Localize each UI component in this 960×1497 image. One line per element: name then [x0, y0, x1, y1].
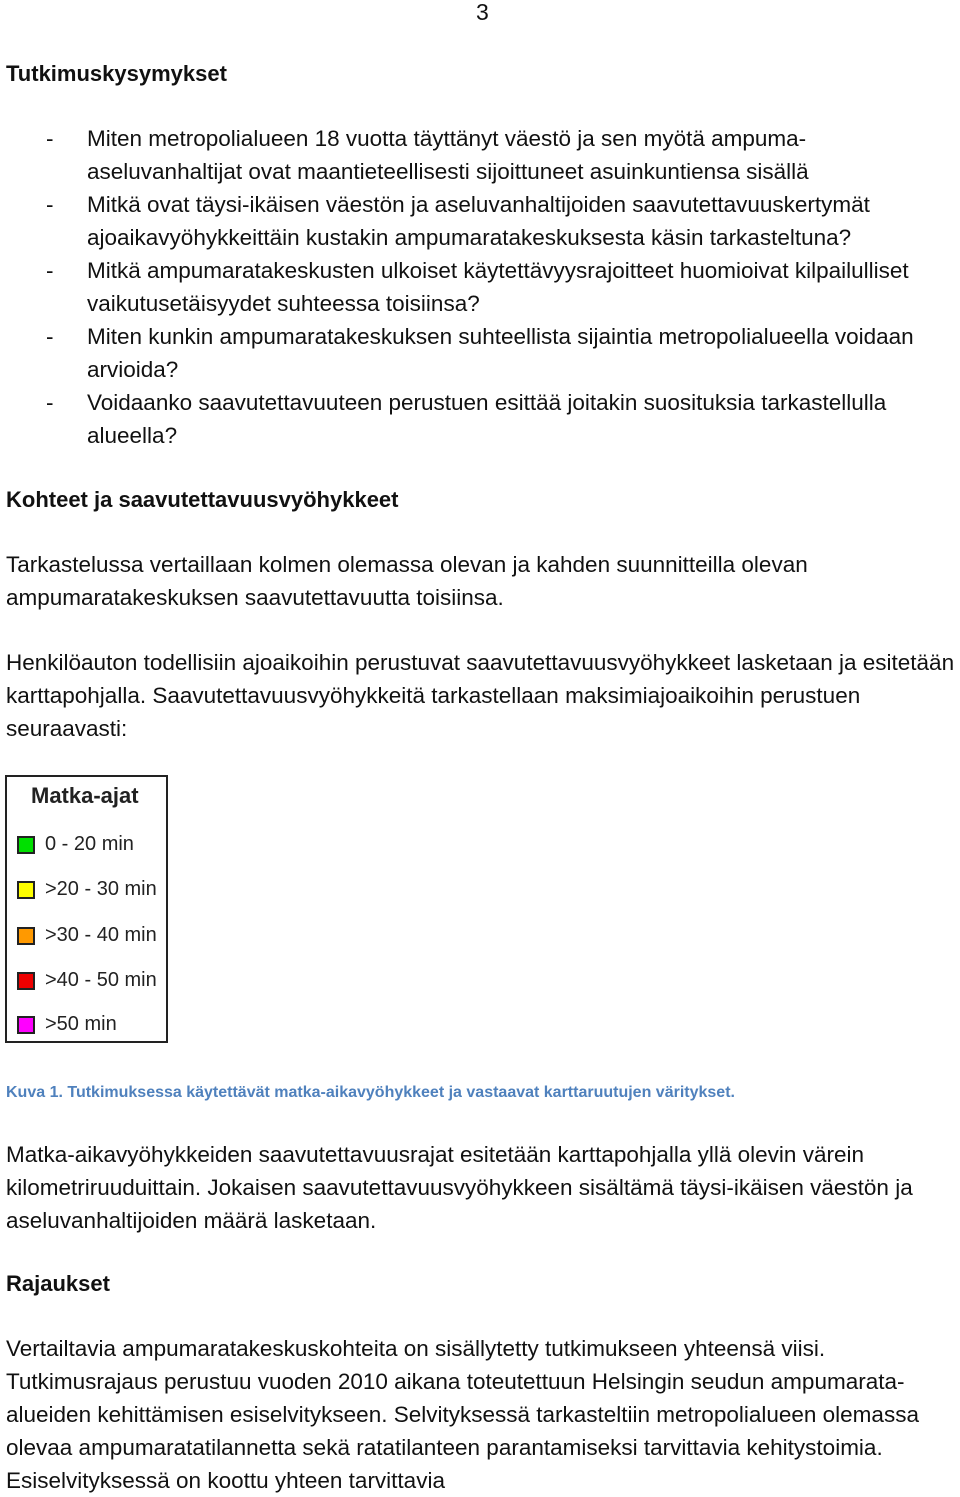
- heading-research-questions: Tutkimuskysymykset: [6, 61, 227, 86]
- page-number: 3: [476, 0, 489, 25]
- legend-item: [17, 969, 167, 995]
- paragraph-zones: Henkilöauton todellisiin ajoaikoihin perustuvat saavutettavuusvyöhykkeet lasketaan ja esitetään karttapohjalla. Saavutettavuusvyöhykkeitä tarkastellaan maksimiajoaikoihin perustuen seuraavasti:: [6, 650, 955, 741]
- list-item: - Mitkä ampumaratakeskusten ulkoiset käytettävyysrajoitteet huomioivat kilpailulliset vaikutusetäisyydet suhteessa toisiinsa?: [0, 254, 957, 320]
- legend-label: >50 min: [45, 1013, 117, 1035]
- paragraph-zone-limits: Matka-aikavyöhykkeiden saavutettavuusrajat esitetään karttapohjalla yllä olevin värein kilometriruuduittain. Jokaisen saavutettavuusvyöhykkeen sisältämä täysi-ikäisen väestön ja aseluvanhaltijoiden määrä lasketaan.: [6, 1142, 913, 1233]
- legend-label: >30 - 40 min: [45, 924, 157, 946]
- color-swatch: [17, 881, 35, 899]
- travel-time-legend: [5, 775, 168, 1043]
- legend-item: [17, 924, 167, 950]
- legend-label: 0 - 20 min: [45, 833, 134, 855]
- list-item: - Mitkä ovat täysi-ikäisen väestön ja aseluvanhaltijoiden saavutettavuuskertymät ajoaikavyöhykkeittäin kustakin ampumaratakeskuksesta käsin tarkasteltuna?: [0, 188, 957, 254]
- legend-label: >20 - 30 min: [45, 878, 157, 900]
- heading-limitations: Rajaukset: [6, 1271, 110, 1296]
- list-item: - Miten metropolialueen 18 vuotta täyttänyt väestö ja sen myötä ampuma-aseluvanhaltijat ovat maantieteellisesti sijoittuneet asuinkuntiensa sisällä: [0, 122, 957, 188]
- heading-targets-zones: Kohteet ja saavutettavuusvyöhykkeet: [6, 487, 399, 512]
- color-swatch: [17, 972, 35, 990]
- list-item: - Miten kunkin ampumaratakeskuksen suhteellista sijaintia metropolialueella voidaan arvioida?: [0, 320, 957, 386]
- paragraph-comparison: Tarkastelussa vertaillaan kolmen olemassa olevan ja kahden suunnitteilla olevan ampumaratakeskuksen saavutettavuutta toisiinsa.: [6, 552, 808, 610]
- legend-label: >40 - 50 min: [45, 969, 157, 991]
- color-swatch: [17, 927, 35, 945]
- list-item: - Voidaanko saavutettavuuteen perustuen esittää joitakin suosituksia tarkastellulla alueella?: [0, 386, 957, 452]
- research-questions-list: [0, 122, 960, 452]
- legend-title: Matka-ajat: [31, 783, 139, 808]
- color-swatch: [17, 836, 35, 854]
- figure-caption: Kuva 1. Tutkimuksessa käytettävät matka-aikavyöhykkeet ja vastaavat karttaruutujen väritykset.: [6, 1084, 735, 1101]
- legend-item: [17, 833, 167, 859]
- color-swatch: [17, 1016, 35, 1034]
- paragraph-limitations: Vertailtavia ampumaratakeskuskohteita on sisällytetty tutkimukseen yhteensä viisi. Tutkimusrajaus perustuu vuoden 2010 aikana toteutettuun Helsingin seudun ampumarata-alueiden kehittämisen esiselvitykseen. Selvityksessä tarkasteltiin metropolialueen olemassa olevaa ampumaratatilannetta sekä ratatilanteen parantamiseksi tarvittavia kehitystoimia. Esiselvityksessä on koottu yhteen tarvittavia: [6, 1336, 919, 1493]
- legend-item: [17, 878, 167, 904]
- legend-item: [17, 1013, 167, 1039]
